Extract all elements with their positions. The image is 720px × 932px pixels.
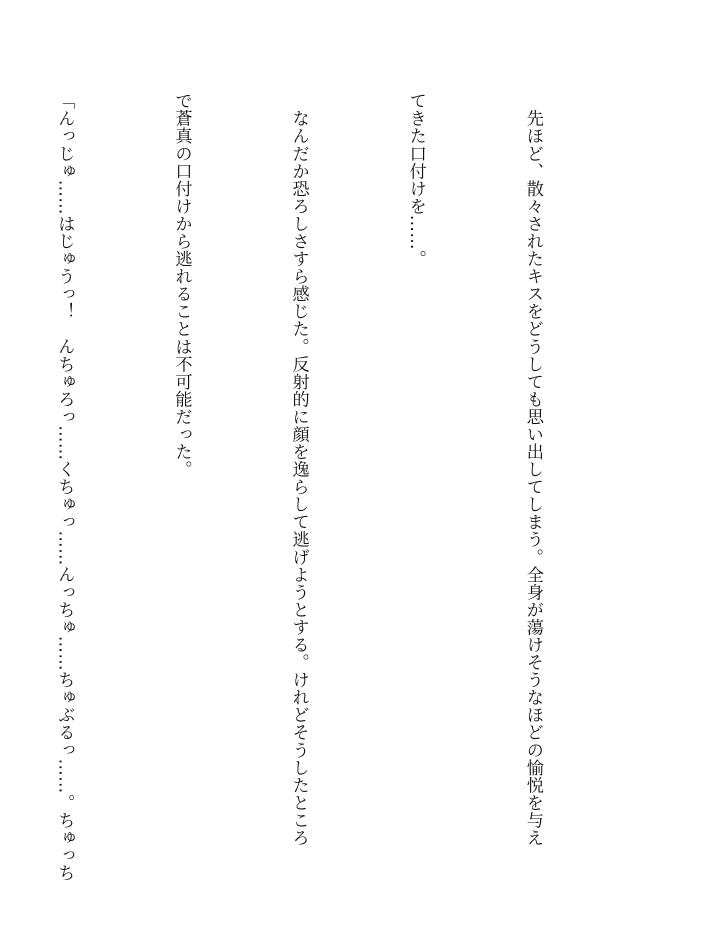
vertical-text-body — [0, 92, 630, 882]
text-line: 「んっじゅ……はじゅうっ！ んちゅろっ……くちゅっ……んっちゅ……ちゅぶるっ……。ちゅっち — [54, 92, 75, 882]
text-line: なんだか恐ろしさすら感じた。反射的に顔を逸らして逃げようとする。けれどそうしたところ — [288, 92, 309, 847]
text-line: で蒼真の口付けから逃れることは不可能だった。 — [171, 92, 192, 478]
text-line: てきた口付けを……。 — [405, 92, 426, 268]
text-line: 先ほど、散々されたキスをどうしても思い出してしまう。全身が蕩けそうなほどの愉悦を与え — [522, 92, 543, 847]
